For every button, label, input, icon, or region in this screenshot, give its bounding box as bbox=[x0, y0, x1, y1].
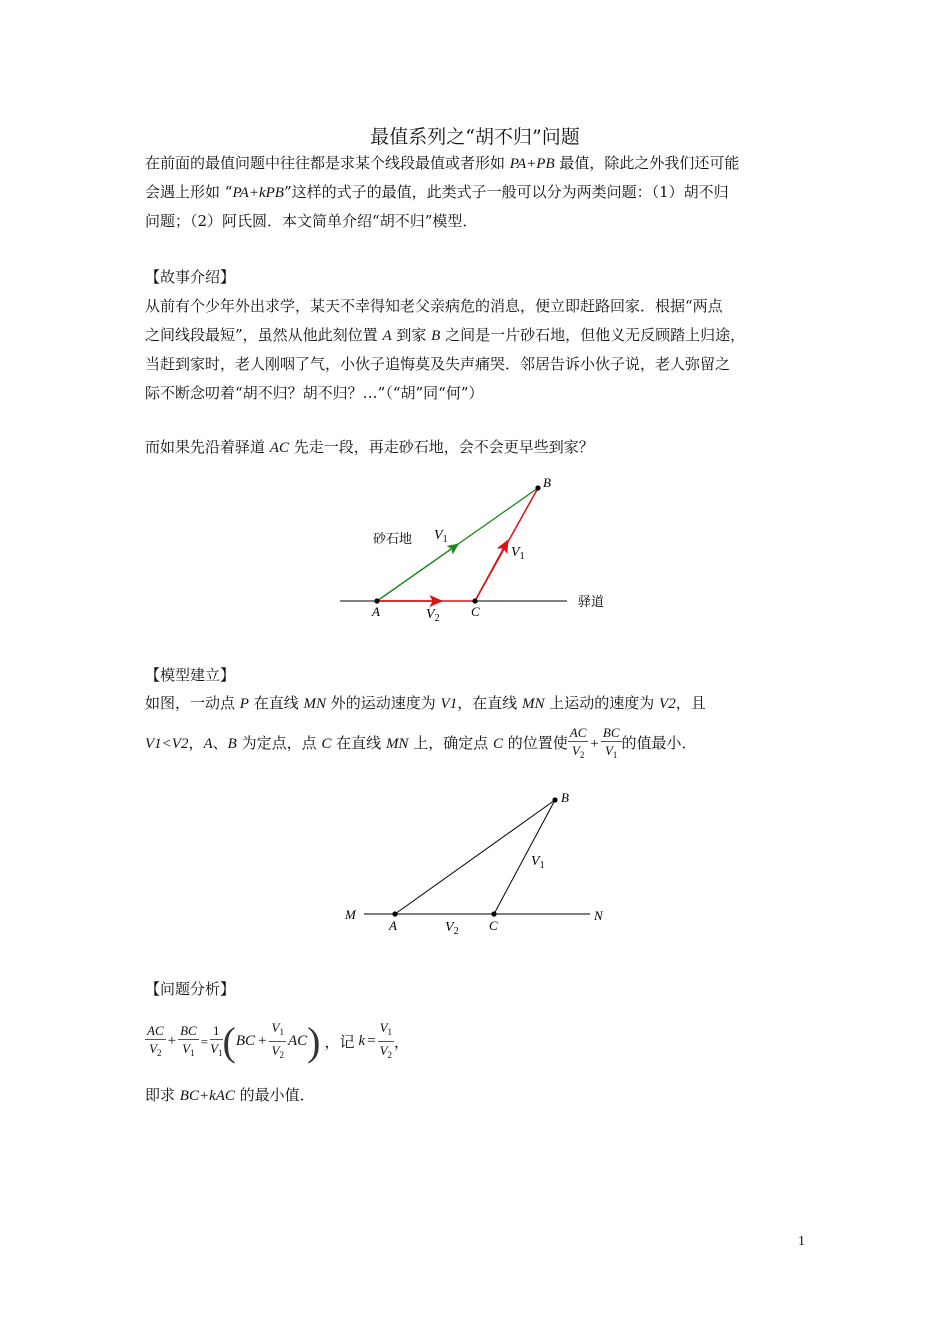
segment-ac: AC bbox=[287, 1033, 308, 1049]
analysis-heading: 【问题分析】 bbox=[145, 980, 236, 998]
point-a-dot bbox=[392, 911, 397, 916]
model-text: ，在直线 bbox=[457, 694, 522, 712]
model-text: ， bbox=[188, 734, 204, 752]
left-paren: ( bbox=[222, 1019, 236, 1064]
line-mn: MN bbox=[303, 696, 326, 712]
label-c: C bbox=[489, 918, 498, 933]
line-mn: MN bbox=[385, 736, 409, 752]
red-arrow-cb bbox=[475, 542, 507, 601]
model-line-1 bbox=[145, 692, 706, 713]
point-b-dot bbox=[535, 485, 540, 490]
line-mn: MN bbox=[522, 696, 545, 712]
label-v2: $V_2$ bbox=[445, 920, 459, 937]
label-road: 驿道 bbox=[578, 594, 605, 609]
story-question bbox=[145, 436, 594, 457]
comma: ， bbox=[394, 1033, 410, 1051]
model-text: 如图，一动点 bbox=[145, 694, 240, 712]
plus-sign: + bbox=[258, 1033, 267, 1049]
label-a: A bbox=[372, 604, 380, 619]
intro-text: 会遇上形如 “ bbox=[145, 183, 233, 201]
story-text: 之间是一片砂石地，但他义无反顾踏上归途， bbox=[440, 326, 746, 344]
fraction-bc-v1: $\frac{BC}{V_1}$ bbox=[180, 1022, 197, 1058]
green-arrow bbox=[377, 545, 457, 601]
fraction-ac-v2: $\frac{AC}{V_2}$ bbox=[569, 725, 587, 760]
label-v2: $V_2$ bbox=[426, 607, 440, 624]
fraction-bc-v1: $\frac{BC}{V_1}$ bbox=[602, 725, 620, 760]
point-c: C bbox=[492, 736, 503, 752]
formula-bc-kac: BC+kAC bbox=[179, 1088, 235, 1104]
model-line-2 bbox=[145, 724, 697, 764]
segment-bc: BC bbox=[235, 1033, 256, 1049]
fraction-ac-v2: $\frac{AC}{V_2}$ bbox=[147, 1022, 164, 1058]
story-line-4: 际不断念叨着“胡不归？胡不归？…”（“胡”同“何”） bbox=[145, 384, 484, 402]
label-v1: $V_1$ bbox=[531, 854, 545, 871]
model-text: 在直线 bbox=[248, 694, 304, 712]
model-text: 外的运动速度为 bbox=[326, 694, 441, 712]
speed-v1: V1 bbox=[440, 696, 458, 712]
model-text: ，且 bbox=[675, 694, 706, 712]
fraction-k: $\frac{V_1}{V_2}$ bbox=[379, 1020, 393, 1060]
story-line-3: 当赶到家时，老人刚咽了气，小伙子追悔莫及失声痛哭．邻居告诉小伙子说，老人弥留之 bbox=[145, 355, 731, 373]
model-heading: 【模型建立】 bbox=[145, 666, 236, 684]
segment-cb bbox=[494, 800, 555, 914]
fraction-v1-v2: $\frac{V_1}{V_2}$ bbox=[271, 1020, 284, 1060]
analysis-formula bbox=[145, 1018, 409, 1065]
point-b: B bbox=[431, 328, 441, 344]
intro-text: 最值，除此之外我们还可能 bbox=[554, 154, 740, 172]
point-a-dot bbox=[374, 598, 379, 603]
formula-pa-kpb: PA+kPB bbox=[232, 185, 284, 201]
label-n: N bbox=[594, 908, 603, 923]
point-b-dot bbox=[552, 797, 557, 802]
label-a: A bbox=[389, 918, 397, 933]
inequality: V1<V2 bbox=[145, 736, 189, 752]
model-text: 在直线 bbox=[331, 734, 386, 752]
intro-line-3: 问题；（2）阿氏圆．本文简单介绍“胡不归”模型． bbox=[145, 212, 478, 230]
point-a: A bbox=[382, 328, 392, 344]
model-text: 的位置使 bbox=[503, 734, 568, 752]
question-text: 先走一段，再走砂石地，会不会更早些到家？ bbox=[288, 438, 594, 456]
plus-sign: + bbox=[167, 1033, 177, 1049]
right-paren: ) bbox=[307, 1019, 321, 1064]
intro-text: ”这样的式子的最值，此类式子一般可以分为两类问题：（1）胡不归 bbox=[283, 183, 729, 201]
story-line-1: 从前有个少年外出求学，某天不幸得知老父亲病危的消息，便立即赶路回家．根据“两点 bbox=[145, 297, 723, 315]
point-c-dot bbox=[472, 598, 477, 603]
story-text: 到家 bbox=[391, 326, 432, 344]
fraction-1-v1: $\frac{1}{V_1}$ bbox=[210, 1022, 223, 1058]
label-v1-green: $V_1$ bbox=[434, 528, 448, 545]
question-text: 而如果先沿着驿道 bbox=[145, 438, 270, 456]
intro-text: 在前面的最值问题中往往都是求某个线段最值或者形如 bbox=[145, 154, 510, 172]
model-text: 、 bbox=[212, 734, 228, 752]
model-text: 上运动的速度为 bbox=[544, 694, 660, 712]
figure-1-diagram bbox=[330, 470, 620, 630]
plus-sign: + bbox=[590, 736, 599, 752]
figure-2-diagram bbox=[335, 785, 625, 940]
story-text: 之间线段最短”，虽然从他此刻位置 bbox=[145, 326, 383, 344]
equals-sign: = bbox=[367, 1033, 376, 1049]
note-text: ，记 bbox=[324, 1033, 355, 1051]
model-text: 的值最小． bbox=[621, 734, 697, 752]
label-c: C bbox=[471, 604, 480, 619]
story-line-2 bbox=[145, 324, 745, 345]
variable-k: k bbox=[358, 1033, 366, 1049]
intro-line-1 bbox=[145, 152, 739, 173]
segment-ac: AC bbox=[269, 440, 289, 456]
point-b: B bbox=[227, 736, 237, 752]
model-text: 上，确定点 bbox=[408, 734, 493, 752]
speed-v2: V2 bbox=[659, 696, 676, 712]
label-sand: 砂石地 bbox=[373, 531, 413, 546]
point-p: P bbox=[239, 696, 249, 712]
conclusion-text: 即求 bbox=[145, 1086, 180, 1104]
point-a: A bbox=[203, 736, 213, 752]
intro-line-2 bbox=[145, 181, 729, 202]
formula-pa-pb: PA+PB bbox=[509, 156, 555, 172]
label-b: B bbox=[543, 475, 551, 490]
label-m: M bbox=[345, 907, 356, 922]
point-c: C bbox=[321, 736, 332, 752]
equals-sign: = bbox=[200, 1033, 209, 1049]
page-number: 1 bbox=[798, 1234, 805, 1249]
conclusion-text: 的最小值． bbox=[234, 1086, 315, 1104]
label-v1-red: $V_1$ bbox=[511, 545, 525, 562]
model-text: 为定点，点 bbox=[236, 734, 322, 752]
page-title: 最值系列之“胡不归”问题 bbox=[370, 126, 580, 148]
analysis-conclusion bbox=[145, 1084, 315, 1105]
story-heading: 【故事介绍】 bbox=[145, 268, 236, 286]
point-c-dot bbox=[491, 911, 496, 916]
label-b: B bbox=[561, 790, 569, 805]
